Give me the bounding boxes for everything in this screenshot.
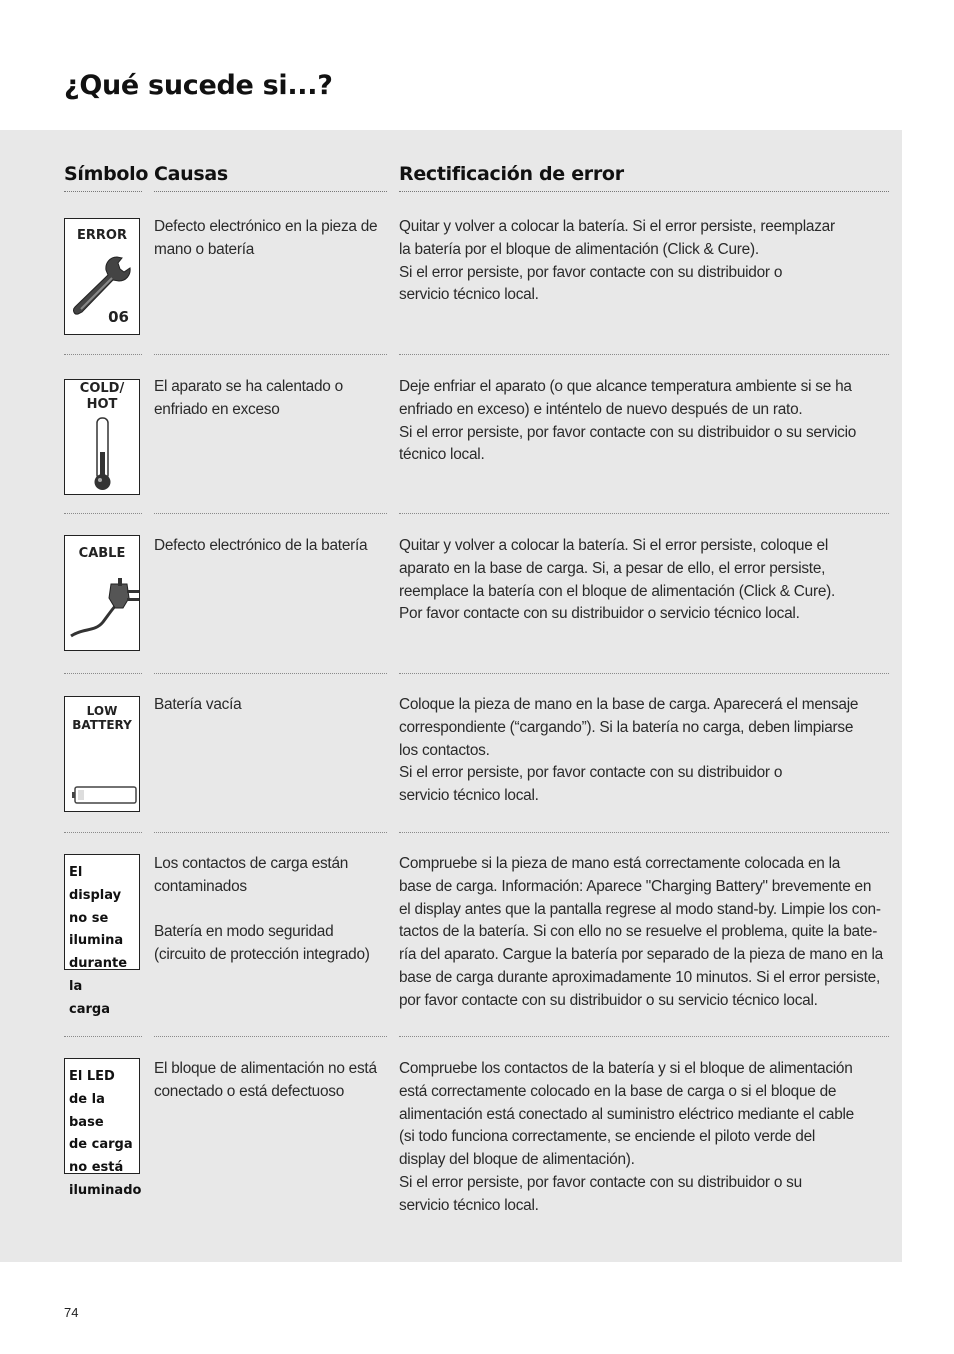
page-title: ¿Qué sucede si...? <box>64 70 333 101</box>
row-4-cause: Batería vacía <box>154 696 242 713</box>
row-1-cause: Defecto electrónico en la pieza de mano o batería <box>154 218 378 258</box>
symbol-label: COLD/ HOT <box>79 381 125 412</box>
header-rule-causes <box>154 191 387 192</box>
row-3-fix: Quitar y volver a colocar la batería. Si el error persiste, coloque el aparato en la base de carga. Si, a pesar de ello, el error persiste, reemplace la batería con el bloque de alimentación (Click & Cure). Por favor contacte con su distribuidor o servicio técnico local. <box>399 537 836 623</box>
row-4-fix: Coloque la pieza de mano en la base de carga. Aparecerá el mensaje correspondiente (“cargando”). Si la batería no carga, deben limpiarse los contactos. Si el error persiste, por favor contacte con su distribuidor o servicio técnico local. <box>399 696 859 805</box>
symbol-label: CABLE <box>78 546 126 561</box>
row-rule <box>399 513 889 514</box>
row-2-fix: Deje enfriar el aparato (o que alcance temperatura ambiente si se ha enfriado en exceso) e inténtelo de nuevo después de un rato. Si el error persiste, por favor contacte con su distribuidor o su servicio técnico local. <box>399 378 857 464</box>
header-rule-rectification <box>399 191 889 192</box>
header-rectification: Rectificación de error <box>399 163 624 185</box>
error-code: 06 <box>108 308 129 326</box>
symbol-label: ERROR <box>77 228 127 243</box>
row-rule <box>399 354 889 355</box>
row-6-cause: El bloque de alimentación no está conectado o está defectuoso <box>154 1060 377 1100</box>
cable-symbol <box>64 535 140 651</box>
row-rule <box>154 513 387 514</box>
error-symbol <box>64 218 140 335</box>
row-3-cause: Defecto electrónico de la batería <box>154 537 368 554</box>
row-rule <box>64 513 142 514</box>
header-symbol: Símbolo <box>64 163 149 185</box>
row-rule <box>154 1036 387 1037</box>
row-rule <box>64 673 142 674</box>
row-2-cause: El aparato se ha calentado o enfriado en exceso <box>154 378 343 418</box>
header-causes: Causas <box>154 163 228 185</box>
row-rule <box>399 1036 889 1037</box>
row-rule <box>154 832 387 833</box>
symbol-label: LOW BATTERY <box>72 704 132 732</box>
row-rule <box>154 354 387 355</box>
row-1-fix: Quitar y volver a colocar la batería. Si el error persiste, reemplazar la batería por el bloque de alimentación (Click & Cure). Si el error persiste, por favor contacte con su distribuidor o servicio técnico local. <box>399 218 835 304</box>
led-not-lit-symbol: El LED de la base de carga no está iluminado <box>64 1058 140 1174</box>
low-battery-symbol <box>64 696 140 812</box>
thermometer-icon <box>65 380 141 496</box>
row-rule <box>399 673 889 674</box>
row-5-cause: Los contactos de carga están contaminados Batería en modo seguridad (circuito de protección integrado) <box>154 855 370 964</box>
wrench-icon <box>65 219 141 336</box>
page-number: 74 <box>64 1305 79 1320</box>
plug-icon <box>65 536 141 652</box>
battery-icon <box>65 697 141 813</box>
header-rule-symbol <box>64 191 142 192</box>
row-6-fix: Compruebe los contactos de la batería y si el bloque de alimentación está correctamente colocado en la base de carga o si el bloque de alimentación está conectado al suministro eléctrico mediante el cable (si todo funciona correctamente, se enciende el piloto verde del display del bloque de alimentación). Si el error persiste, por favor contacte con su distribuidor o su servicio técnico local. <box>399 1060 854 1214</box>
cold-hot-symbol <box>64 379 140 495</box>
display-not-lit-symbol: El display no se ilumina durante la carga <box>64 854 140 970</box>
row-5-fix: Compruebe si la pieza de mano está correctamente colocada en la base de carga. Información: Aparece "Charging Battery" brevemente en el display antes que la pantalla regrese al modo stand-by. Limpie los con- tactos de la batería. Si con ello no se resuelve el problema, quite la bate- ría del aparato. Cargue la batería por separado de la pieza de mano en la base de carga durante aproximadamente 10 minutos. Si el error persiste, por favor contacte con su distribuidor o su servicio técnico local. <box>399 855 883 1009</box>
row-rule <box>399 832 889 833</box>
row-rule <box>154 673 387 674</box>
row-rule <box>64 354 142 355</box>
row-rule <box>64 832 142 833</box>
row-rule <box>64 1036 142 1037</box>
